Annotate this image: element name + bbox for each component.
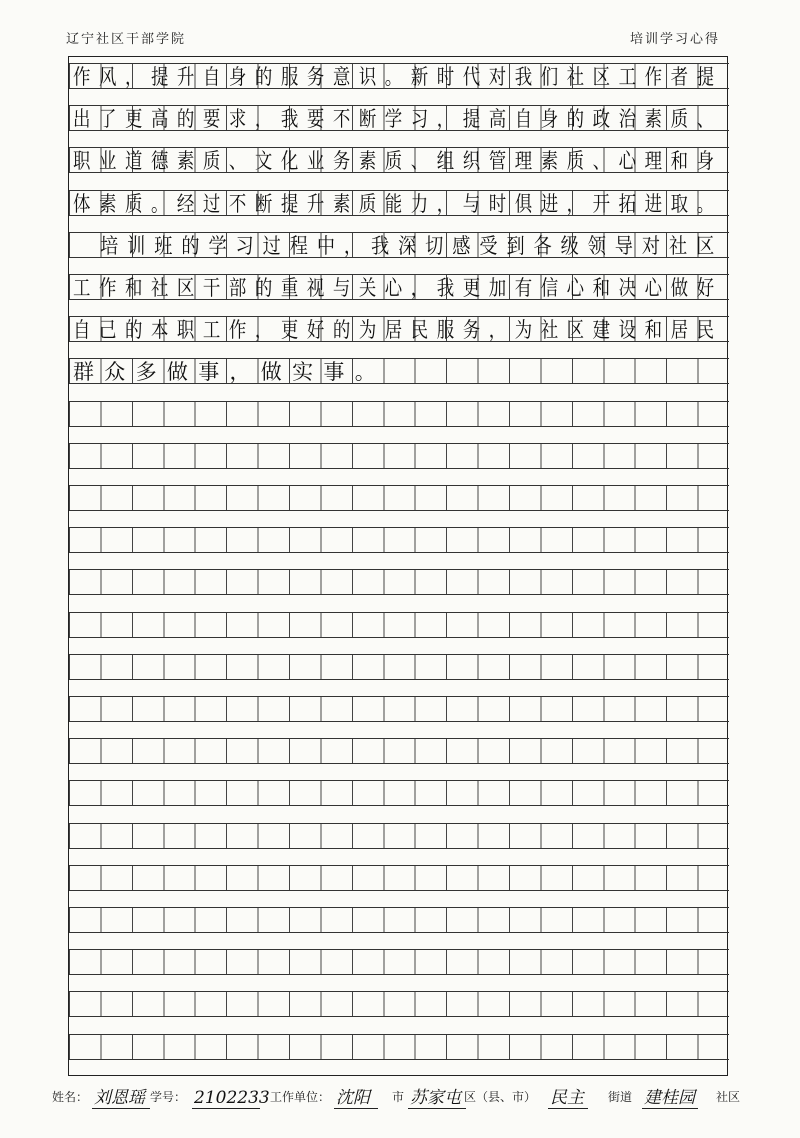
id-value: 2102233 [194,1088,270,1108]
header-document-type: 培训学习心得 [629,32,720,47]
grid-row [69,232,729,258]
name-value: 刘恩瑶 [92,1088,150,1109]
grid-row [69,865,729,891]
handwritten-line: 职业道德素质、文化业务素质、组织管理素质、心理和身 [73,149,723,174]
handwritten-line: 培训班的学习过程中，我深切感受到各级领导对社区 [73,233,724,258]
handwritten-line: 出了更高的要求，我要不断学习，提高自身的政治素质、 [73,107,723,132]
city-label: 市 [392,1090,405,1104]
grid-row [69,527,729,553]
grid-row [69,949,729,975]
district-value: 苏家屯 [408,1088,466,1109]
city-value: 沈阳 [334,1088,378,1109]
grid-row [69,696,729,722]
footer-info [52,1084,752,1108]
handwritten-line: 群众多做事，做实事。 [73,360,386,385]
unit-label: 工作单位： [270,1090,331,1104]
grid-row [69,190,729,216]
grid-row [69,612,729,638]
handwritten-line: 作风，提升自身的服务意识。新时代对我们社区工作者提 [73,65,723,89]
grid-row [69,738,729,764]
street-value: 民主 [548,1088,588,1109]
handwritten-line: 自己的本职工作，更好的为居民服务，为社区建设和居民 [73,318,723,343]
street-label: 街道 [608,1090,633,1104]
grid-row [69,401,729,427]
grid-row [69,654,729,680]
grid-row [69,907,729,933]
handwritten-line: 体素质。经过不断提升素质能力，与时俱进，开拓进取。 [73,191,723,216]
grid-row [69,274,729,300]
grid-row [69,316,729,342]
community-value: 建桂园 [642,1088,698,1109]
grid-row [69,1034,729,1060]
grid-row [69,991,729,1017]
name-label: 姓名： [52,1090,89,1104]
grid-row [69,358,729,384]
grid-row [69,569,729,595]
grid-row [69,823,729,849]
grid-row [69,443,729,469]
grid-row [69,780,729,806]
header-institution: 辽宁社区干部学院 [66,32,187,47]
grid-row [69,105,729,131]
grid-row [69,147,729,173]
grid-row [69,485,729,511]
grid-row [69,63,729,89]
district-label: 区（县、市） [464,1090,537,1104]
handwritten-line: 工作和社区干部的重视与关心，我更加有信心和决心做好 [73,276,723,300]
grid-sheet [68,56,728,1076]
community-label: 社区 [716,1090,741,1104]
id-label: 学号： [150,1090,187,1104]
